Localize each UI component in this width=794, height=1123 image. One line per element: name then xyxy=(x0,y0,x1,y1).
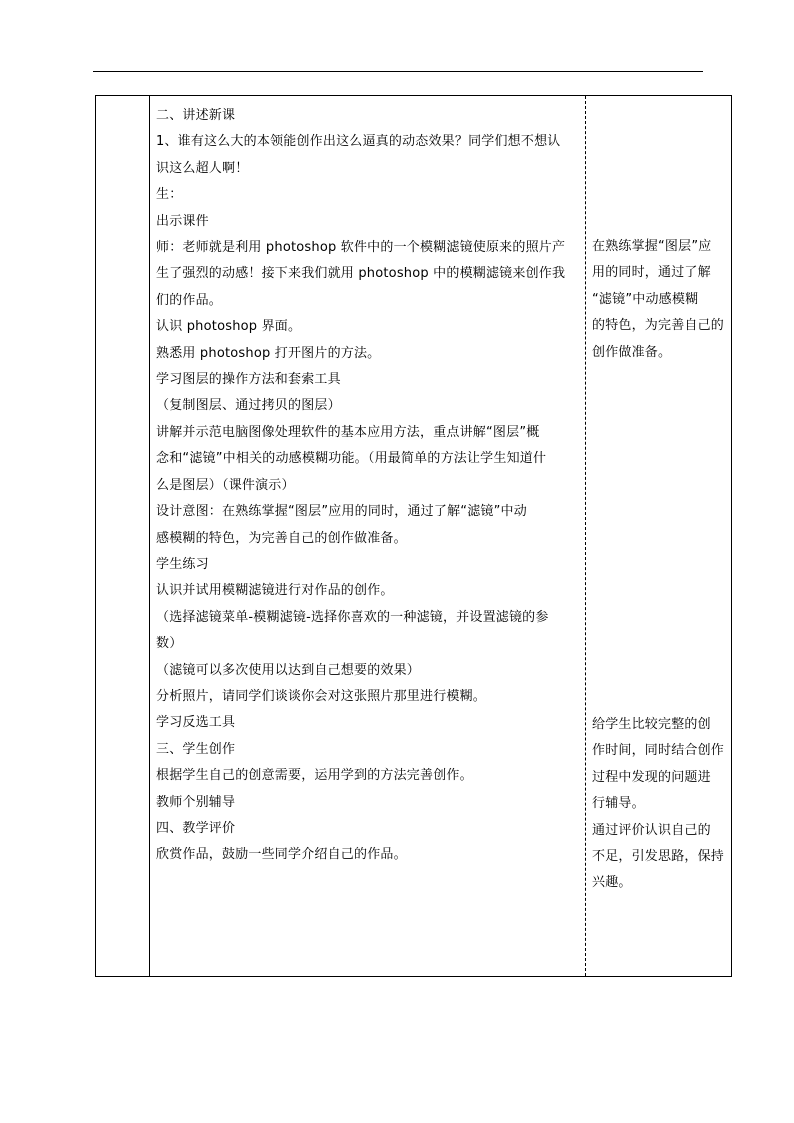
note-line: 不足，引发思路，保持 xyxy=(592,849,725,865)
main-line: 识这么超人啊！ xyxy=(156,160,249,176)
main-line: 数） xyxy=(156,636,183,652)
note-line: 创作做准备。 xyxy=(592,344,672,360)
left-column xyxy=(96,96,150,976)
main-line: 认识并试用模糊滤镜进行对作品的创作。 xyxy=(156,583,394,599)
note-line: 行辅导。 xyxy=(592,796,645,812)
design-note-1 xyxy=(592,234,734,366)
main-line: 么是图层）（课件演示） xyxy=(156,477,295,493)
main-line: 学习反选工具 xyxy=(156,715,236,731)
main-line: （复制图层、通过拷贝的图层） xyxy=(156,398,341,414)
main-line: 四、教学评价 xyxy=(156,820,236,836)
main-line: 1、谁有这么大的本领能创作出这么逼真的动态效果？同学们想不想认 xyxy=(156,134,561,150)
design-note-2 xyxy=(592,712,734,897)
main-line: 分析照片，请同学们谈谈你会对这张照片那里进行模糊。 xyxy=(156,688,487,704)
note-line: 的特色，为完善自己的 xyxy=(592,318,725,334)
main-line: 出示课件 xyxy=(156,213,209,229)
main-line: 师：老师就是利用 photoshop 软件中的一个模糊滤镜使原来的照片产 xyxy=(156,240,566,256)
note-line: 给学生比较完整的创 xyxy=(592,717,711,732)
main-line: 生： xyxy=(156,187,183,203)
main-line: 讲解并示范电脑图像处理软件的基本应用方法，重点讲解“图层”概 xyxy=(156,424,540,440)
design-intent-column xyxy=(586,96,733,976)
main-line: 生了强烈的动感！接下来我们就用 photoshop 中的模糊滤镜来创作我 xyxy=(156,266,566,282)
note-line: “滤镜”中动感模糊 xyxy=(592,291,699,307)
teaching-process-column xyxy=(150,96,586,976)
main-line: （滤镜可以多次使用以达到自己想要的效果） xyxy=(156,662,421,678)
main-line: 学习图层的操作方法和套索工具 xyxy=(156,372,341,388)
main-line: 感模糊的特色，为完善自己的创作做准备。 xyxy=(156,530,407,546)
main-line: 们的作品。 xyxy=(156,292,223,308)
main-line: 根据学生自己的创意需要，运用学到的方法完善创作。 xyxy=(156,768,473,784)
main-line: 欣赏作品，鼓励一些同学介绍自己的作品。 xyxy=(156,847,407,863)
main-line: （选择滤镜菜单-模糊滤镜-选择你喜欢的一种滤镜，并设置滤镜的参 xyxy=(156,609,549,625)
main-line: 学生练习 xyxy=(156,556,209,572)
main-line: 三、学生创作 xyxy=(156,741,236,757)
main-line: 熟悉用 photoshop 打开图片的方法。 xyxy=(156,345,381,361)
note-line: 过程中发现的问题进 xyxy=(592,769,711,785)
note-line: 在熟练掌握“图层”应 xyxy=(592,239,712,254)
main-line: 二、讲述新课 xyxy=(156,108,236,123)
note-line: 作时间，同时结合创作 xyxy=(592,743,725,759)
main-line: 认识 photoshop 界面。 xyxy=(156,319,302,335)
main-line: 念和“滤镜”中相关的动感模糊功能。（用最简单的方法让学生知道什 xyxy=(156,451,547,467)
note-line: 用的同时，通过了解 xyxy=(592,265,711,281)
note-line: 兴趣。 xyxy=(592,875,632,891)
note-line: 通过评价认识自己的 xyxy=(592,822,711,838)
main-line: 教师个别辅导 xyxy=(156,794,236,810)
lesson-table xyxy=(95,95,732,977)
main-line: 设计意图：在熟练掌握“图层”应用的同时，通过了解“滤镜”中动 xyxy=(156,504,527,520)
header-rule xyxy=(93,71,703,72)
